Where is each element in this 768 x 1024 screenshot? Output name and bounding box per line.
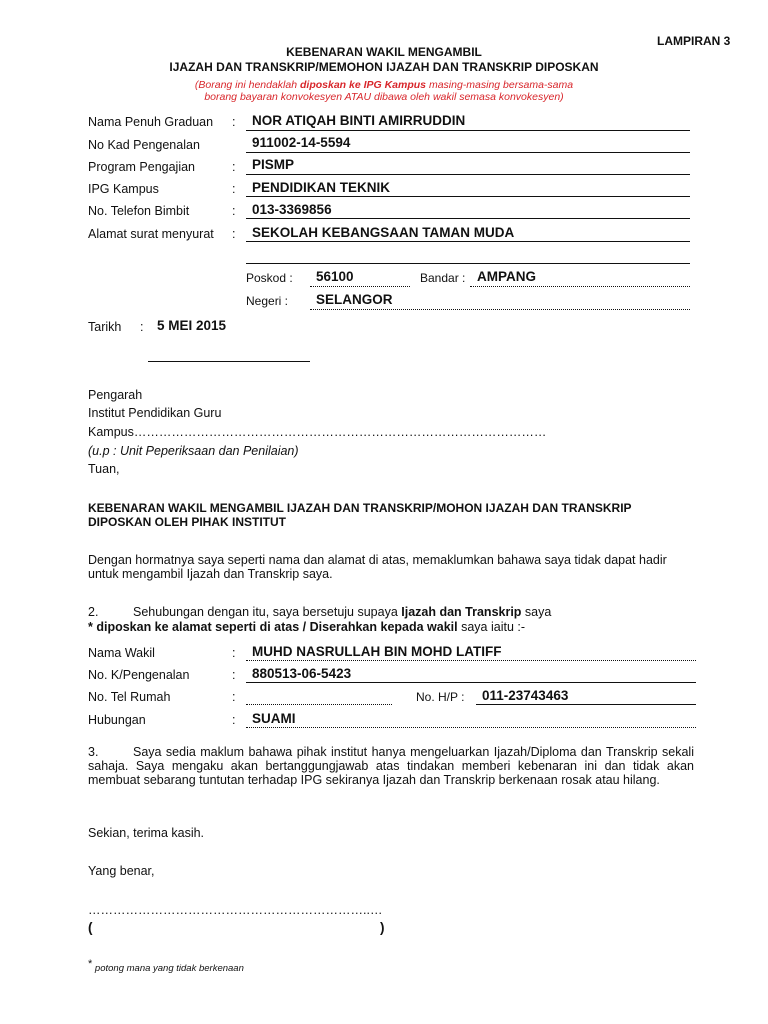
- closing-thanks: Sekian, terima kasih.: [88, 826, 205, 840]
- dotted-line: [246, 660, 696, 661]
- colon: :: [232, 668, 236, 682]
- recipient-campus: Kampus………………………………………………………………………………………: [88, 425, 547, 439]
- negeri-label: Negeri :: [246, 294, 289, 308]
- signature-paren-open: (: [88, 920, 93, 935]
- colon: :: [232, 160, 236, 174]
- underline: [246, 218, 690, 219]
- underline: [246, 263, 690, 264]
- colon: :: [232, 227, 236, 241]
- subject-line1: KEBENARAN WAKIL MENGAMBIL IJAZAH DAN TRANSKRIP/MOHON IJAZAH DAN TRANSKRIP: [88, 501, 632, 515]
- paragraph-1: Dengan hormatnya saya seperti nama dan alamat di atas, memaklumkan bahawa saya tidak dapat hadir untuk mengambil Ijazah dan Transkrip saya.: [88, 553, 667, 581]
- recipient-attention: (u.p : Unit Peperiksaan dan Penilaian): [88, 444, 299, 458]
- colon: :: [232, 182, 236, 196]
- form-instruction-line2: borang bayaran konvokesyen ATAU dibawa oleh wakil semasa konvokesyen): [204, 91, 564, 103]
- paragraph-2-line2: [88, 620, 694, 634]
- paragraph-3-number: 3.: [88, 745, 99, 759]
- signature-paren-close: ): [380, 920, 385, 935]
- subject-line2: DIPOSKAN OLEH PIHAK INSTITUT: [88, 515, 287, 529]
- date-underline: [148, 361, 310, 362]
- colon: :: [140, 320, 144, 334]
- dotted-line: [310, 309, 690, 310]
- note-part-c: masing-masing bersama-sama: [426, 79, 574, 91]
- underline: [246, 241, 690, 242]
- bandar-label: Bandar :: [420, 271, 466, 285]
- underline: [246, 174, 690, 175]
- greeting: Tuan,: [88, 462, 120, 476]
- date-value[interactable]: 5 MEI 2015: [157, 318, 227, 333]
- rep-relation-value[interactable]: SUAMI: [252, 711, 296, 726]
- rep-relation-label: Hubungan: [88, 713, 146, 727]
- p2-text-b: Ijazah dan Transkrip: [401, 605, 522, 619]
- rep-tel-blank[interactable]: [246, 704, 392, 705]
- colon: :: [232, 690, 236, 704]
- address-label: Alamat surat menyurat: [88, 227, 214, 241]
- program-value[interactable]: PISMP: [252, 157, 295, 172]
- lampiran-label: LAMPIRAN 3: [657, 34, 731, 48]
- dotted-line: [470, 286, 690, 287]
- campus-label: IPG Kampus: [88, 182, 159, 196]
- recipient-title: Pengarah: [88, 388, 143, 402]
- underline: [246, 152, 690, 153]
- graduate-name-label: Nama Penuh Graduan: [88, 115, 214, 129]
- p2-text-c: saya: [521, 605, 552, 619]
- p2-line2-rest: saya iaitu :-: [457, 620, 526, 634]
- footnote-text: potong mana yang tidak berkenaan: [92, 963, 244, 975]
- program-label: Program Pengajian: [88, 160, 196, 174]
- poskod-value[interactable]: 56100: [316, 269, 354, 284]
- note-part-a: (Borang ini hendaklah: [194, 79, 300, 91]
- dotted-line: [310, 286, 410, 287]
- graduate-name-value[interactable]: NOR ATIQAH BINTI AMIRRUDDIN: [252, 113, 466, 128]
- underline: [246, 196, 690, 197]
- graduate-ic-value[interactable]: 911002-14-5594: [252, 135, 351, 150]
- negeri-value[interactable]: SELANGOR: [316, 292, 393, 307]
- form-instruction-line1: [0, 79, 768, 91]
- closing-yours: Yang benar,: [88, 864, 155, 878]
- colon: :: [232, 204, 236, 218]
- underline: [246, 682, 696, 683]
- rep-name-label: Nama Wakil: [88, 646, 155, 660]
- date-label: Tarikh: [88, 320, 122, 334]
- footnote-mark: *: [88, 958, 93, 970]
- form-title-line1: KEBENARAN WAKIL MENGAMBIL: [286, 45, 482, 59]
- footnote: [88, 958, 244, 974]
- rep-ic-value[interactable]: 880513-06-5423: [252, 666, 352, 681]
- p2-text-a: Sehubungan dengan itu, saya bersetuju supaya: [133, 605, 402, 619]
- rep-tel-label: No. Tel Rumah: [88, 690, 171, 704]
- phone-value[interactable]: 013-3369856: [252, 202, 332, 217]
- paragraph-3: Saya sedia maklum bahawa pihak institut hanya mengeluarkan Ijazah/Diploma dan Transkrip sekali sahaja. Saya mengaku akan bertanggungjawab atas tindakan memberi kebenaran ini dan tidak akan membuat sebarang tuntutan terhadap IPG sekiranya Ijazah dan Transkrip berkenaan rosak atau hilang.: [88, 745, 694, 787]
- paragraph-2-number: 2.: [88, 605, 99, 619]
- rep-hp-label: No. H/P :: [416, 690, 465, 704]
- underline: [246, 130, 690, 131]
- address-value[interactable]: SEKOLAH KEBANGSAAN TAMAN MUDA: [252, 225, 515, 240]
- signature-line[interactable]: …………………………………………………………..…: [88, 903, 383, 917]
- rep-hp-value[interactable]: 011-23743463: [482, 688, 569, 703]
- colon: :: [232, 646, 236, 660]
- recipient-institute: Institut Pendidikan Guru: [88, 406, 222, 420]
- p2-line2-bold: * diposkan ke alamat seperti di atas / Diserahkan kepada wakil: [88, 620, 458, 634]
- dotted-line: [246, 727, 696, 728]
- campus-value[interactable]: PENDIDIKAN TEKNIK: [252, 180, 391, 195]
- phone-label: No. Telefon Bimbit: [88, 204, 190, 218]
- paragraph-2-line1: [133, 605, 694, 619]
- bandar-value[interactable]: AMPANG: [477, 269, 536, 284]
- rep-name-value[interactable]: MUHD NASRULLAH BIN MOHD LATIFF: [252, 644, 502, 659]
- poskod-label: Poskod :: [246, 271, 293, 285]
- graduate-ic-label: No Kad Pengenalan: [88, 138, 200, 152]
- note-part-b: diposkan ke IPG Kampus: [299, 79, 427, 91]
- form-title-line2: IJAZAH DAN TRANSKRIP/MEMOHON IJAZAH DAN TRANSKRIP DIPOSKAN: [169, 60, 599, 74]
- underline: [476, 704, 696, 705]
- colon: :: [232, 115, 236, 129]
- colon: :: [232, 713, 236, 727]
- rep-ic-label: No. K/Pengenalan: [88, 668, 190, 682]
